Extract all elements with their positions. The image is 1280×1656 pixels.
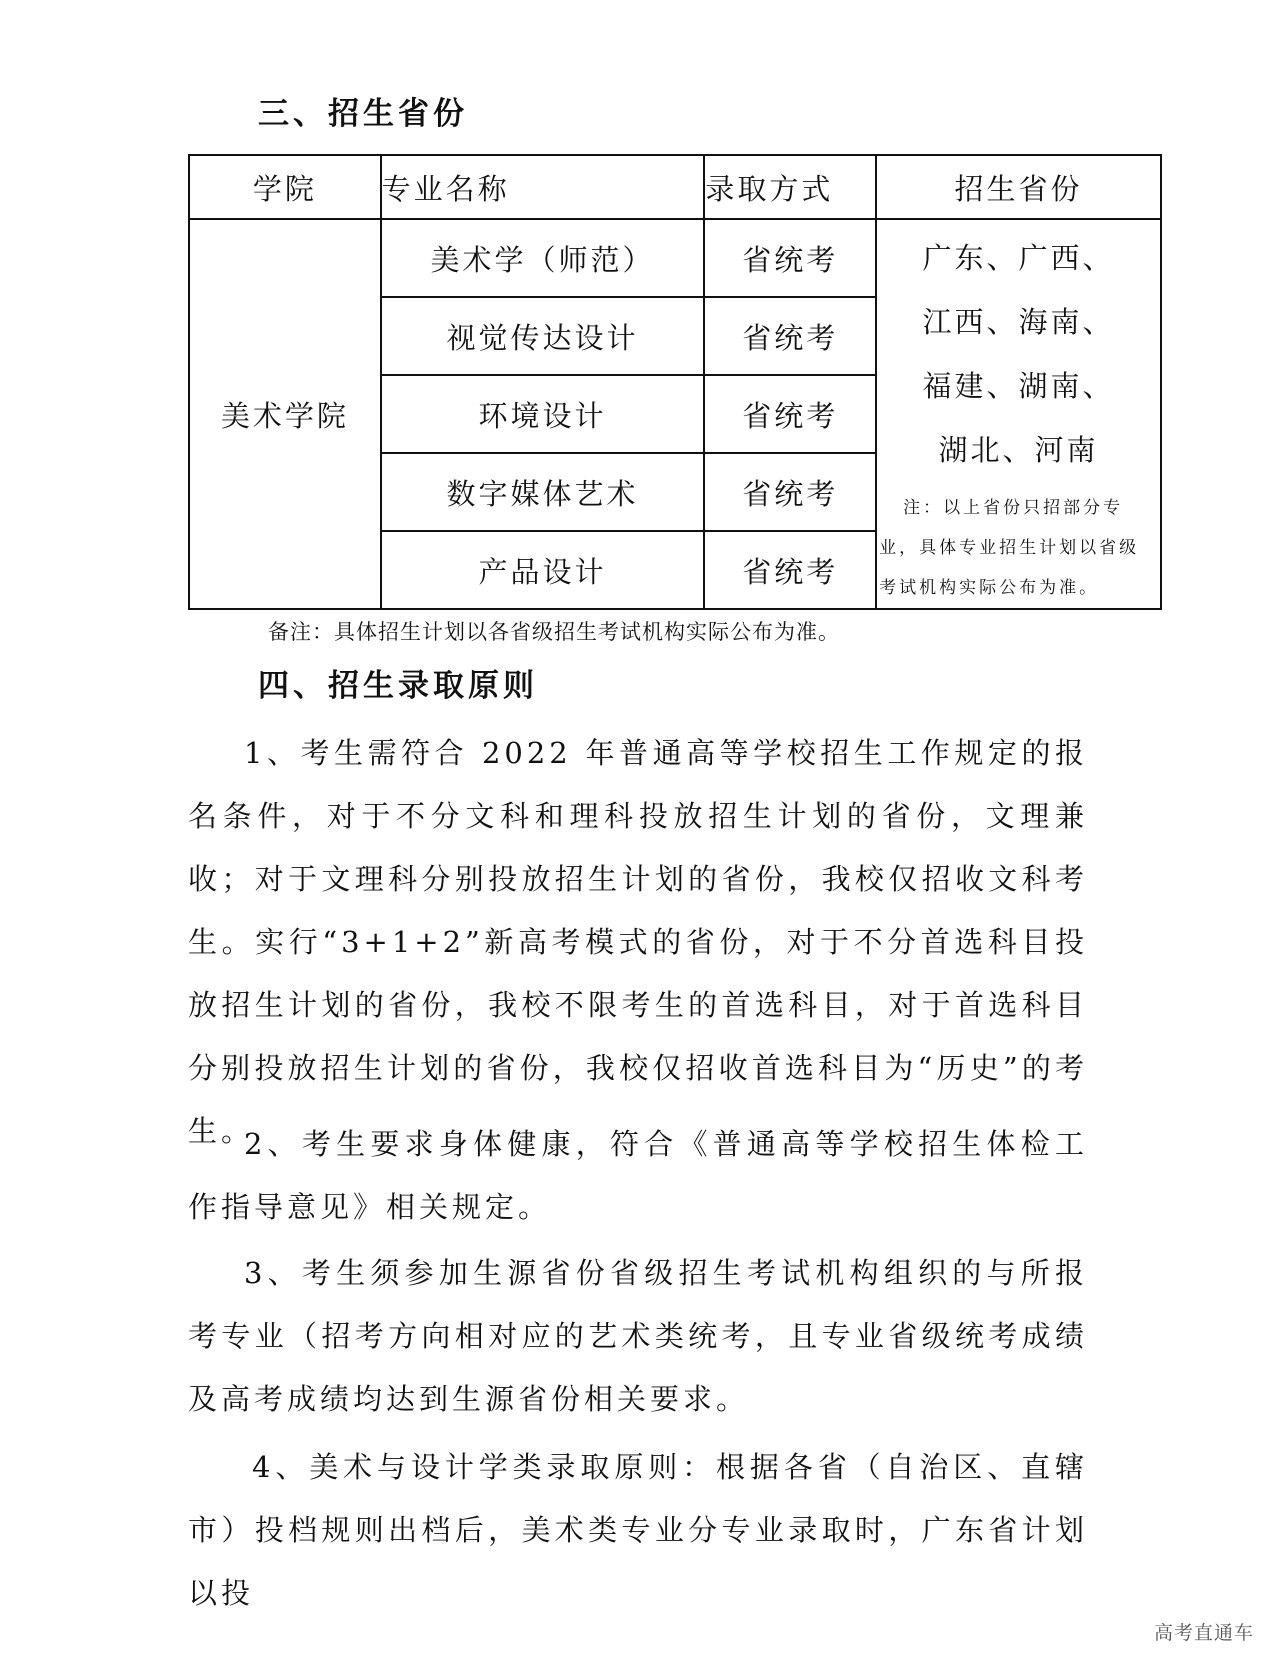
province-line: 江西、海南、	[922, 305, 1115, 339]
method-cell: 省统考	[704, 531, 876, 609]
major-cell: 环境设计	[381, 375, 705, 453]
province-line: 福建、湖南、	[922, 369, 1115, 403]
province-note: 注：以上省份只招部分专业，具体专业招生计划以省级考试机构实际公布为准。	[879, 498, 1140, 598]
method-cell: 省统考	[704, 375, 876, 453]
table-header-row	[189, 155, 1161, 219]
college-cell: 美术学院	[189, 219, 381, 609]
major-cell: 美术学（师范）	[381, 219, 705, 297]
method-cell: 省统考	[704, 297, 876, 375]
major-cell: 视觉传达设计	[381, 297, 705, 375]
header-provinces: 招生省份	[876, 155, 1161, 219]
provinces-cell	[876, 219, 1161, 609]
paragraph-2: 2、考生要求身体健康，符合《普通高等学校招生体检工作指导意见》相关规定。	[188, 1127, 1088, 1224]
paragraph-1: 1、考生需符合 2022 年普通高等学校招生工作规定的报名条件，对于不分文科和理科投放招生计划的省份，文理兼收；对于文理科分别投放招生计划的省份，我校仅招收文科考生。实行“3+1+2”新高考模式的省份，对于不分首选科目投放招生计划的省份，我校不限考生的首选科目，对于首选科目分别投放招生计划的省份，我校仅招收首选科目为“历史”的考生。	[188, 736, 1088, 1148]
paragraph-3: 3、考生须参加生源省份省级招生考试机构组织的与所报考专业（招考方向相对应的艺术类统考，且专业省级统考成绩及高考成绩均达到生源省份相关要求。	[188, 1256, 1088, 1416]
table-remark: 备注：具体招生计划以各省级招生考试机构实际公布为准。	[268, 620, 840, 644]
table-row	[189, 219, 1161, 297]
province-list	[877, 220, 1160, 482]
province-line: 湖北、河南	[938, 433, 1099, 467]
method-cell: 省统考	[704, 219, 876, 297]
header-method: 录取方式	[704, 155, 876, 219]
section-3-title: 三、招生省份	[258, 96, 468, 132]
header-major: 专业名称	[381, 155, 705, 219]
header-college: 学院	[189, 155, 381, 219]
enrollment-table	[188, 154, 1162, 610]
major-cell: 数字媒体艺术	[381, 453, 705, 531]
method-cell: 省统考	[704, 453, 876, 531]
section-4-title: 四、招生录取原则	[258, 668, 538, 704]
major-cell: 产品设计	[381, 531, 705, 609]
watermark: 高考直通车	[1153, 1622, 1254, 1644]
paragraph-4: 4、美术与设计学类录取原则：根据各省（自治区、直辖市）投档规则出档后，美术类专业分专业录取时，广东省计划以投	[188, 1450, 1088, 1610]
province-line: 广东、广西、	[922, 241, 1115, 275]
